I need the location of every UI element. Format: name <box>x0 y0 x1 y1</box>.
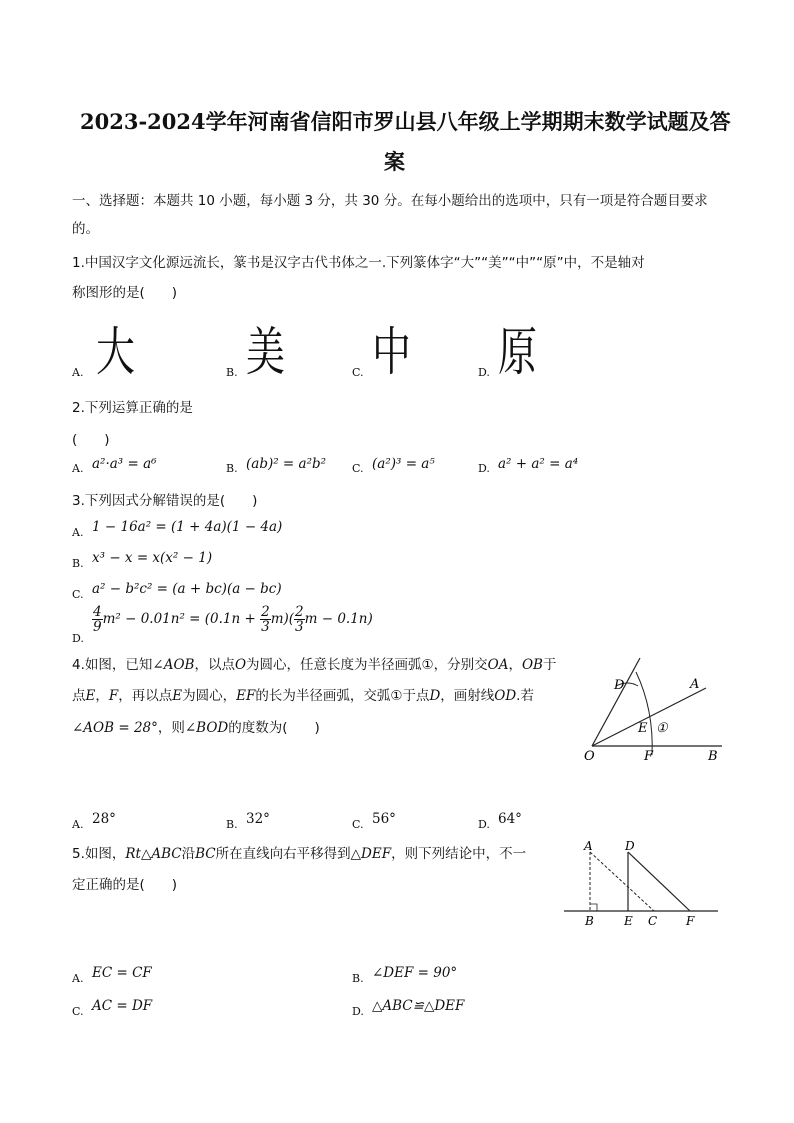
option-label-d: D. <box>352 1005 364 1018</box>
option-label-c: C. <box>72 1005 84 1018</box>
label-f: F <box>686 914 695 928</box>
option-expr-d: a² + a² = a⁴ <box>498 456 579 472</box>
option-label-c: C. <box>72 588 84 601</box>
option-expr-c: 56° <box>372 811 396 827</box>
section-header-continued: 的。 <box>72 221 99 237</box>
question-4-text-line3: ∠AOB = 28°，则∠BOD的度数为( ) <box>72 720 320 736</box>
arc-1 <box>636 672 652 755</box>
label-d: D <box>614 678 625 693</box>
seal-glyph-mei: 美 <box>246 323 286 383</box>
seal-glyph-zhong: 中 <box>372 323 412 383</box>
question-1-text-continued: 称图形的是( ) <box>72 285 178 301</box>
section-header: 一、选择题：本题共 10 小题，每小题 3 分，共 30 分。在每小题给出的选项中，只有一项是符合题目要求 <box>72 193 708 209</box>
label-d: D <box>625 839 635 853</box>
fraction: $\frac{4}{9}$ <box>93 604 102 635</box>
question-4-figure <box>572 650 732 768</box>
option-expr-c: a² − b²c² = (a + bc)(a − bc) <box>92 581 282 597</box>
option-expr-d: $\frac{4}{9}$ m² − 0.01n² = (0.1n + $\frac{2}{3}$ m)( $\frac{2}{3}$ m − 0.1n) <box>93 604 373 635</box>
option-label-b: B. <box>72 557 84 570</box>
label-b: B <box>585 914 594 928</box>
question-5-text-continued: 定正确的是( ) <box>72 877 178 893</box>
label-c: C <box>648 914 658 928</box>
label-a: A <box>584 839 593 853</box>
page-title: 2023-2024学年河南省信阳市罗山县八年级上学期期末数学试题及答 <box>80 109 731 134</box>
label-e: E <box>624 914 633 928</box>
fraction: $\frac{2}{3}$ <box>295 604 304 635</box>
label-a: A <box>690 677 700 692</box>
option-expr-a: EC = CF <box>92 965 152 981</box>
question-4-text: 4.如图，已知∠AOB，以点O为圆心，任意长度为半径画弧①，分别交OA，OB于 <box>72 657 557 673</box>
option-expr-c: AC = DF <box>92 998 153 1014</box>
ray-od <box>592 658 640 746</box>
option-label-c: C. <box>352 462 364 475</box>
segment-df <box>628 852 690 911</box>
option-label-d: D. <box>478 818 490 831</box>
option-label-a: A. <box>72 972 84 985</box>
option-expr-c: (a²)³ = a⁵ <box>372 456 435 472</box>
right-angle-mark <box>590 904 597 911</box>
option-label-d: D. <box>72 632 84 645</box>
option-expr-d: 64° <box>498 811 522 827</box>
question-5-figure <box>562 838 722 930</box>
option-expr-b: (ab)² = a²b² <box>246 456 327 472</box>
segment-ac <box>590 852 654 911</box>
option-label-a: A. <box>72 462 84 475</box>
option-label-b: B. <box>352 972 364 985</box>
seal-glyph-yuan: 原 <box>498 323 538 383</box>
option-label-d: D. <box>478 366 490 379</box>
question-3-text: 3.下列因式分解错误的是( ) <box>72 493 258 509</box>
question-2-text: 2.下列运算正确的是 <box>72 400 193 416</box>
label-e: E <box>638 721 648 736</box>
ray-oa <box>592 688 706 746</box>
page-title-continued: 案 <box>384 149 405 174</box>
option-label-c: C. <box>352 366 364 379</box>
option-label-c: C. <box>352 818 364 831</box>
fraction: $\frac{2}{3}$ <box>261 604 270 635</box>
label-b: B <box>708 749 718 764</box>
option-expr-b: ∠DEF = 90° <box>372 965 458 981</box>
question-4-text-continued: 点E，F，再以点E为圆心，EF的长为半径画弧，交弧①于点D，画射线OD.若 <box>72 688 534 704</box>
question-5-text: 5.如图，Rt△ABC沿BC所在直线向右平移得到△DEF，则下列结论中，不一 <box>72 846 527 862</box>
question-2-text-continued: ( ) <box>72 432 110 448</box>
label-f: F <box>644 749 654 764</box>
option-label-b: B. <box>226 462 238 475</box>
option-label-a: A. <box>72 366 84 379</box>
label-o: O <box>584 749 595 764</box>
option-expr-a: 28° <box>92 811 116 827</box>
option-expr-d: △ABC≌△DEF <box>372 998 465 1014</box>
seal-glyph-da: 大 <box>96 323 136 383</box>
option-label-b: B. <box>226 818 238 831</box>
option-expr-a: a²·a³ = a⁶ <box>92 456 157 472</box>
question-1-text: 1.中国汉字文化源远流长，篆书是汉字古代书体之一.下列篆体字“大”“美”“中”“原”中，不是轴对 <box>72 255 645 271</box>
option-label-b: B. <box>226 366 238 379</box>
option-expr-b: x³ − x = x(x² − 1) <box>92 550 213 566</box>
option-label-a: A. <box>72 818 84 831</box>
label-circle-1: ① <box>656 721 668 736</box>
option-label-d: D. <box>478 462 490 475</box>
option-expr-b: 32° <box>246 811 270 827</box>
option-expr-a: 1 − 16a² = (1 + 4a)(1 − 4a) <box>92 519 283 535</box>
option-label-a: A. <box>72 526 84 539</box>
